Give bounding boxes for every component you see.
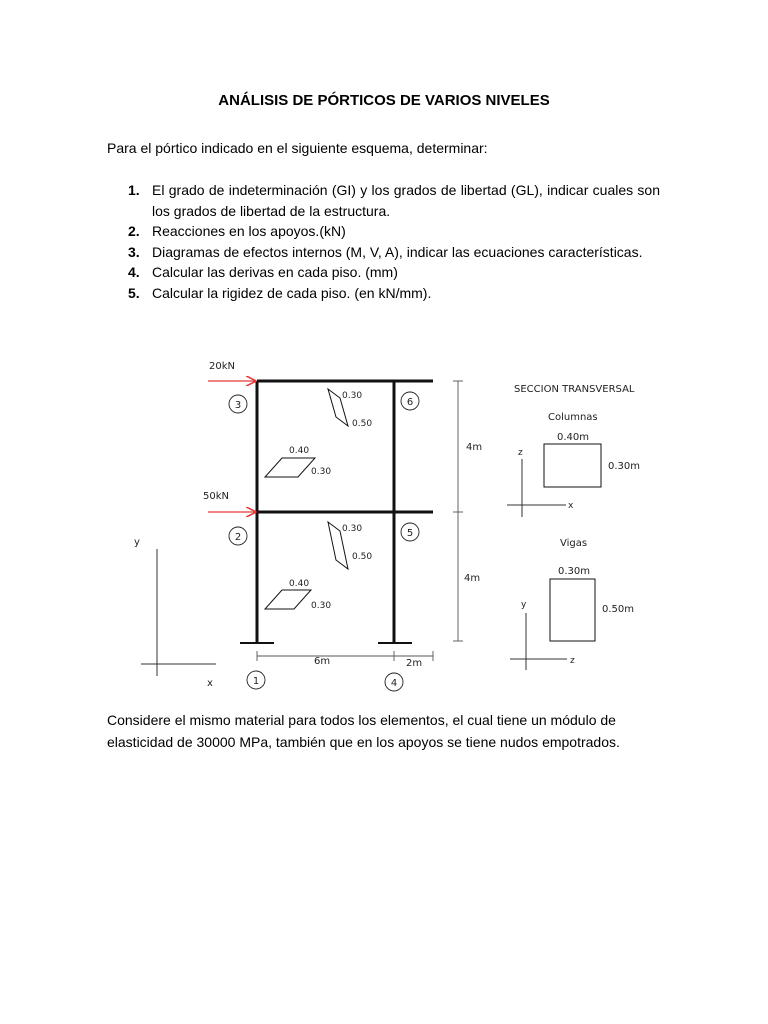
section-dim: 0.30m xyxy=(558,566,591,577)
section-dim: 0.50 xyxy=(352,419,373,429)
intro-text: Para el pórtico indicado en el siguiente esquema, determinar: xyxy=(107,140,488,156)
section-dim: 0.40 xyxy=(289,446,310,456)
section-dim: 0.30m xyxy=(608,461,641,472)
load-middle xyxy=(203,491,255,512)
section-dim: 0.30 xyxy=(311,467,332,477)
load-label: 20kN xyxy=(209,361,235,372)
axis-label: z xyxy=(518,448,523,458)
node-label: 1 xyxy=(252,676,260,687)
section-dim: 0.30 xyxy=(311,601,332,611)
node-label: 5 xyxy=(406,528,414,539)
section-title: SECCION TRANSVERSAL xyxy=(514,384,635,395)
list-item xyxy=(107,242,660,263)
list-item xyxy=(107,221,660,242)
section-dim: 0.40m xyxy=(557,432,590,443)
frame-structure xyxy=(240,381,433,643)
axis-label: z xyxy=(570,656,575,666)
section-dim: 0.30 xyxy=(342,391,363,401)
height-label: 4m xyxy=(464,573,481,584)
node-label: 4 xyxy=(390,678,398,689)
item-text: Calcular las derivas en cada piso. (mm) xyxy=(152,264,398,280)
height-label: 4m xyxy=(466,442,483,453)
section-dim: 0.50 xyxy=(352,552,373,562)
item-text: El grado de indeterminación (GI) y los grados de libertad (GL), indicar cuales son los grados de libertad de la estructura. xyxy=(152,182,660,219)
list-item xyxy=(107,283,660,304)
beams-label: Vigas xyxy=(560,538,588,549)
section-dim: 0.40 xyxy=(289,579,310,589)
axis-label: x xyxy=(568,501,574,511)
node-label: 2 xyxy=(234,532,242,543)
beam-section-sketch xyxy=(265,590,311,609)
node-label: 3 xyxy=(234,400,242,411)
section-dim: 0.50m xyxy=(602,604,635,615)
global-axes xyxy=(141,549,216,676)
axis-label: y xyxy=(134,537,140,548)
item-number: 1. xyxy=(128,182,140,198)
item-text: Calcular la rigidez de cada piso. (en kN/mm). xyxy=(152,284,432,301)
beams-section-rect xyxy=(550,579,595,641)
section-dim: 0.30 xyxy=(342,524,363,534)
item-number: 5. xyxy=(128,284,140,301)
item-text: Reacciones en los apoyos.(kN) xyxy=(152,223,346,239)
item-number: 4. xyxy=(128,264,140,280)
page-title: ANÁLISIS DE PÓRTICOS DE VARIOS NIVELES xyxy=(218,92,550,109)
span-label: 6m xyxy=(314,656,331,667)
load-label: 50kN xyxy=(203,491,229,502)
list-item xyxy=(107,180,660,221)
closing-text: Considere el mismo material para todos los elementos, el cual tiene un módulo de elasticidad de 30000 MPa, también que en los apoyos se tiene nudos empotrados. xyxy=(107,712,620,750)
list-item xyxy=(107,262,660,283)
task-list xyxy=(107,180,660,303)
node-label: 6 xyxy=(406,397,414,408)
columns-section-rect xyxy=(544,444,601,487)
columns-label: Columnas xyxy=(548,412,598,423)
span-label: 2m xyxy=(406,658,423,669)
load-top xyxy=(208,361,255,381)
axis-label: x xyxy=(207,678,213,689)
frame-diagram xyxy=(0,340,768,700)
beam-section-sketch xyxy=(265,458,315,477)
item-number: 2. xyxy=(128,223,140,239)
item-number: 3. xyxy=(128,243,140,260)
height-dimension xyxy=(453,381,463,641)
item-text: Diagramas de efectos internos (M, V, A), indicar las ecuaciones características. xyxy=(152,243,643,260)
axis-label: y xyxy=(521,600,527,610)
